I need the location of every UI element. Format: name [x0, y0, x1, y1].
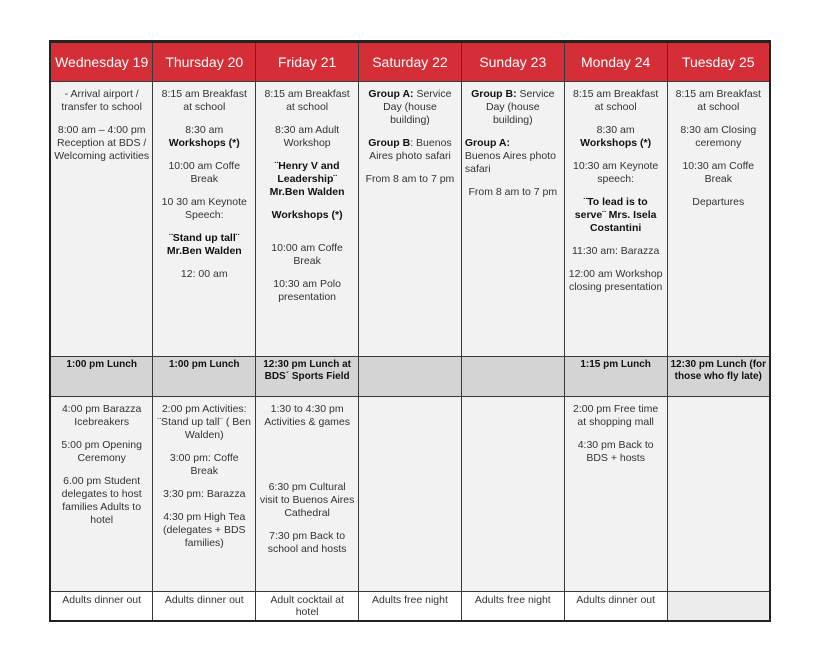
event-text: 10:30 am Polo presentation — [273, 278, 341, 303]
event-text: 10:30 am Keynote speech: — [573, 160, 659, 185]
lunch-text: 1:00 pm Lunch — [66, 359, 137, 370]
event-text: 10:00 am Coffe Break — [168, 160, 241, 185]
evening-cell — [50, 592, 153, 622]
afternoon-cell-sun — [461, 397, 564, 592]
lunch-cell — [359, 357, 462, 397]
event-text: 6:30 pm Cultural visit to Buenos Aires Cathedral — [259, 481, 355, 519]
event-text: Departures — [692, 196, 745, 208]
day-header: Wednesday 19 — [50, 42, 153, 82]
evening-text: Adult cocktail at hotel — [270, 594, 344, 618]
day-header: Saturday 22 — [359, 42, 462, 82]
event-text: 8:30 am — [596, 124, 635, 136]
event-text: 11:30 am: Barazza — [571, 245, 660, 257]
event-text: 3:00 pm: Coffe Break — [169, 452, 239, 477]
lunch-text — [462, 357, 564, 361]
evening-text: Adults free night — [474, 594, 551, 606]
event-text: 8:15 am Breakfast at school — [573, 88, 659, 113]
event-text: 4:30 pm Back to BDS + hosts — [577, 439, 654, 464]
evening-text: Adults free night — [372, 594, 448, 606]
event-text: 10:00 am Coffe Break — [271, 242, 343, 267]
event-text: 1:30 to 4:30 pm Activities & games — [264, 403, 350, 428]
event-text: Service Day (house building) — [485, 88, 555, 126]
event-text: Workshops (*) — [580, 137, 652, 149]
event-text: 8:30 am Closing ceremony — [680, 124, 757, 149]
afternoon-cell-tue — [667, 397, 770, 592]
lunch-text: 1:00 pm Lunch — [168, 359, 240, 370]
afternoon-cell-wed — [50, 397, 153, 592]
event-text: ¨To lead is to serve¨ Mrs. Isela Costantini — [574, 196, 657, 234]
evening-cell — [461, 592, 564, 622]
group-label: Group B: — [471, 88, 517, 100]
group-label: Group A: — [368, 88, 414, 100]
event-text: 12:00 am Workshop closing presentation — [568, 268, 663, 293]
event-text: From 8 am to 7 pm — [468, 186, 558, 198]
event-text: 6.00 pm Student delegates to host families Adults to hotel — [61, 475, 142, 526]
lunch-cell — [667, 357, 770, 397]
lunch-cell — [153, 357, 256, 397]
day-header: Tuesday 25 — [667, 42, 770, 82]
lunch-cell — [50, 357, 153, 397]
evening-cell — [359, 592, 462, 622]
group-label: Group A: — [464, 137, 510, 149]
morning-cell-wed — [50, 82, 153, 357]
event-text: 5:00 pm Opening Ceremony — [61, 439, 142, 464]
event-text: - Arrival airport / transfer to school — [61, 88, 142, 113]
event-text: 8:15 am Breakfast at school — [675, 88, 761, 113]
morning-cell-sat — [359, 82, 462, 357]
event-text: Workshops (*) — [271, 209, 343, 221]
evening-cell — [564, 592, 667, 622]
group-label: Group B — [368, 137, 411, 149]
day-header: Friday 21 — [256, 42, 359, 82]
event-text: From 8 am to 7 pm — [365, 173, 455, 185]
event-text: ¨Stand up tall¨ Mr.Ben Walden — [166, 232, 242, 257]
event-text: 7:30 pm Back to school and hosts — [267, 530, 347, 555]
lunch-text: 12:30 pm Lunch (for those who fly late) — [670, 359, 767, 382]
day-header: Monday 24 — [564, 42, 667, 82]
event-text: ¨Henry V and Leadership¨ Mr.Ben Walden — [269, 160, 345, 198]
lunch-cell — [256, 357, 359, 397]
evening-row — [50, 592, 770, 622]
lunch-text: 12:30 pm Lunch at BDS´ Sports Field — [263, 359, 352, 382]
event-text: : Buenos Aires photo safari — [369, 137, 452, 162]
evening-text: Adults dinner out — [62, 594, 142, 606]
schedule-table — [49, 40, 771, 622]
event-text: 10:30 am Coffe Break — [682, 160, 755, 185]
afternoon-row — [50, 397, 770, 592]
evening-text: Adults dinner out — [576, 594, 656, 606]
morning-cell-thu — [153, 82, 256, 357]
morning-row — [50, 82, 770, 357]
event-text: 12: 00 am — [180, 268, 228, 280]
event-text: 10 30 am Keynote Speech: — [161, 196, 247, 221]
afternoon-cell-mon — [564, 397, 667, 592]
lunch-cell — [564, 357, 667, 397]
event-text: 3:30 pm: Barazza — [163, 488, 246, 500]
evening-cell — [667, 592, 770, 622]
event-text: Workshops (*) — [168, 137, 240, 149]
evening-cell — [256, 592, 359, 622]
evening-text — [668, 592, 769, 596]
event-text: 2:00 pm Activities: ¨Stand up tall¨ ( Ben Walden) — [157, 403, 251, 441]
event-text: Service Day (house building) — [383, 88, 452, 126]
event-text: 4:00 pm Barazza Icebreakers — [61, 403, 142, 428]
evening-cell — [153, 592, 256, 622]
lunch-row — [50, 357, 770, 397]
event-text: 8:00 am – 4:00 pm Reception at BDS / Welcoming activities — [54, 124, 150, 162]
event-text: 8:15 am Breakfast at school — [161, 88, 247, 113]
afternoon-cell-sat — [359, 397, 462, 592]
evening-text: Adults dinner out — [164, 594, 244, 606]
afternoon-cell-thu — [153, 397, 256, 592]
event-text: Buenos Aires photo safari — [464, 150, 556, 175]
event-text: 2:00 pm Free time at shopping mall — [573, 403, 659, 428]
lunch-cell — [461, 357, 564, 397]
morning-cell-fri — [256, 82, 359, 357]
event-text: 8:15 am Breakfast at school — [264, 88, 350, 113]
event-text: 8:30 am — [185, 124, 224, 136]
lunch-text — [359, 357, 461, 361]
event-text: 4:30 pm High Tea (delegates + BDS families) — [162, 511, 246, 549]
day-header: Sunday 23 — [461, 42, 564, 82]
header-row — [50, 42, 770, 82]
day-header: Thursday 20 — [153, 42, 256, 82]
lunch-text: 1:15 pm Lunch — [580, 359, 651, 370]
morning-cell-mon — [564, 82, 667, 357]
event-text: 8:30 am Adult Workshop — [275, 124, 340, 149]
morning-cell-sun — [461, 82, 564, 357]
morning-cell-tue — [667, 82, 770, 357]
afternoon-cell-fri — [256, 397, 359, 592]
